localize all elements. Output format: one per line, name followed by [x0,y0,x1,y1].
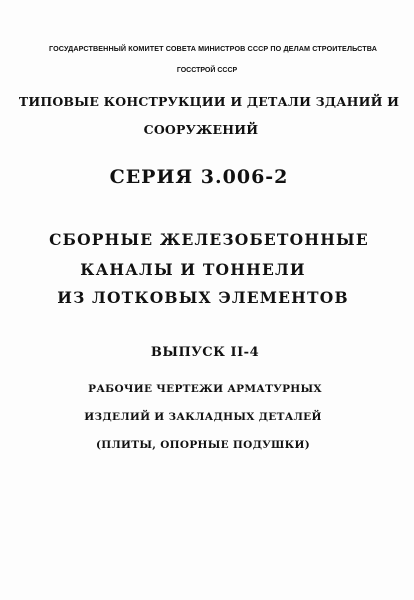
subject-line-1: СБОРНЫЕ ЖЕЛЕЗОБЕТОННЫЕ [49,230,369,249]
document-title-line-2: СООРУЖЕНИЙ [143,122,259,137]
series-number: СЕРИЯ 3.006-2 [109,166,289,188]
agency-short-name: ГОССТРОЙ СССР [176,67,238,74]
committee-name: ГОСУДАРСТВЕННЫЙ КОМИТЕТ СОВЕТА МИНИСТРОВ СССР ПО ДЕЛАМ СТРОИТЕЛЬСТВА [48,44,377,53]
document-title-line-1: ТИПОВЫЕ КОНСТРУКЦИИ И ДЕТАЛИ ЗДАНИЙ И [18,94,400,109]
description-line-1: РАБОЧИЕ ЧЕРТЕЖИ АРМАТУРНЫХ [88,383,322,395]
issue-number: ВЫПУСК II-4 [150,345,260,360]
description-line-3: (ПЛИТЫ, ОПОРНЫЕ ПОДУШКИ) [95,439,310,451]
subject-line-3: ИЗ ЛОТКОВЫХ ЭЛЕМЕНТОВ [57,288,349,307]
subject-line-2: КАНАЛЫ И ТОННЕЛИ [80,260,306,279]
description-line-2: ИЗДЕЛИЙ И ЗАКЛАДНЫХ ДЕТАЛЕЙ [84,411,322,423]
